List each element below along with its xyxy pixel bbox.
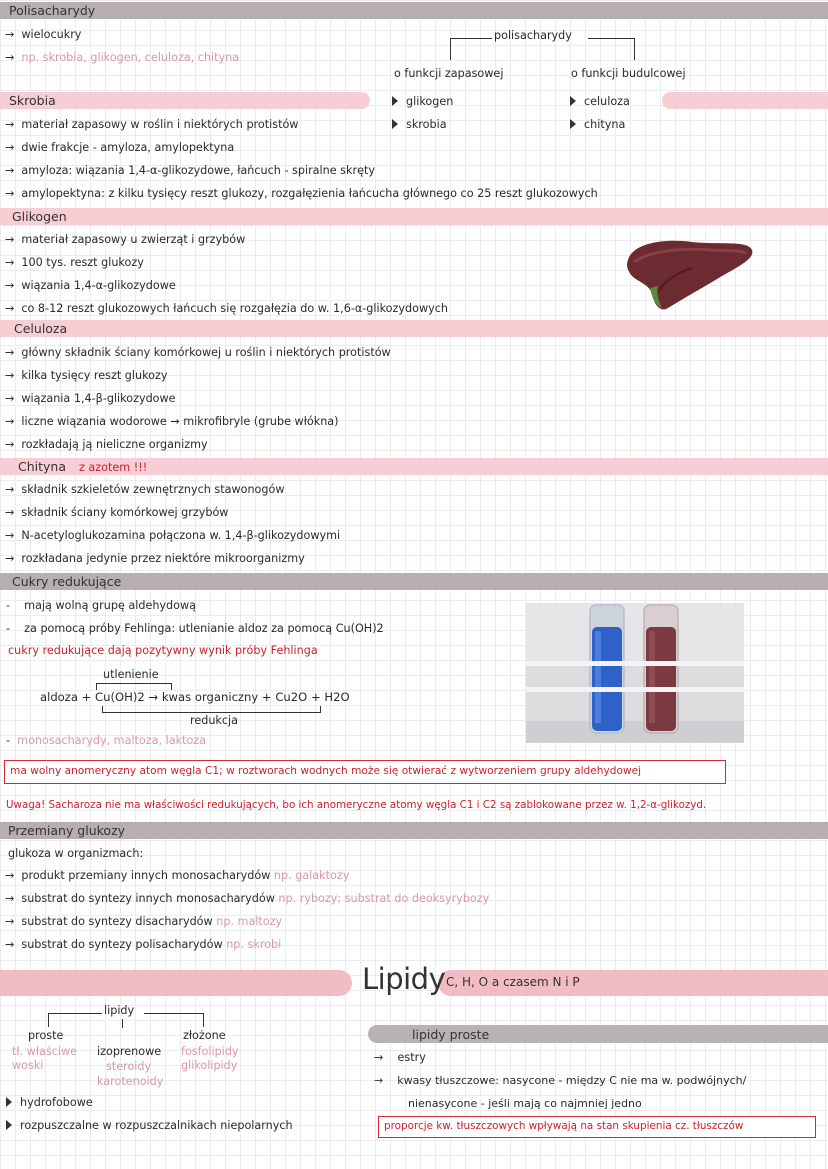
arrow-icon: →: [5, 392, 15, 405]
arrow-icon: →: [5, 892, 15, 905]
section-title-przemiany: Przemiany glukozy: [8, 823, 126, 838]
list-item: → liczne wiązania wodorowe → mikrofibryle (grube włókna): [5, 415, 339, 428]
tree-item: chityna: [570, 118, 625, 131]
tree-connector: [122, 1019, 123, 1028]
list-item: → kilka tysięcy reszt glukozy: [5, 369, 168, 382]
arrow-icon: →: [5, 164, 15, 177]
list-item: → składnik ściany komórkowej grzybów: [5, 506, 229, 519]
arrow-icon: →: [5, 415, 15, 428]
lipid-branch-item: fosfolipidy: [181, 1045, 239, 1058]
list-item: → wiązania 1,4-β-glikozydowe: [5, 392, 176, 405]
arrow-icon: →: [5, 506, 15, 519]
fehling-positive-note: cukry redukujące dają pozytywny wynik próby Fehlinga: [8, 644, 318, 657]
reaction-top-label: utlenienie: [103, 668, 159, 681]
lipid-branch-label: proste: [28, 1029, 64, 1042]
list-item: → materiał zapasowy u zwierząt i grzybów: [5, 233, 246, 246]
examples-line: - monosacharydy, maltoza, laktoza: [6, 734, 207, 747]
arrow-icon: →: [5, 118, 15, 131]
arrow-icon: →: [5, 28, 15, 41]
list-item: → wielocukry: [5, 28, 82, 41]
reaction-bottom-label: redukcja: [190, 714, 239, 727]
tree-right-label: o funkcji budulcowej: [571, 67, 686, 80]
dash-icon: -: [6, 734, 11, 747]
list-item: → substrat do syntezy innych monosacharydów np. rybozy; substrat do deoksyrybozy: [5, 892, 490, 905]
arrow-icon: →: [5, 51, 15, 64]
lipid-tree-root: lipidy: [104, 1004, 135, 1017]
list-item: → wiązania 1,4-α-glikozydowe: [5, 279, 176, 292]
arrow-icon: →: [374, 1051, 384, 1064]
lipid-property: rozpuszczalne w rozpuszczalnikach niepolarnych: [6, 1119, 293, 1132]
section-title-celuloza: Celuloza: [14, 321, 68, 336]
section-title-glikogen: Glikogen: [12, 209, 67, 224]
arrow-icon: →: [5, 938, 15, 951]
section-title-cukry: Cukry redukujące: [12, 574, 122, 589]
section-title-skrobia: Skrobia: [9, 93, 56, 108]
reaction-bracket: [320, 706, 321, 713]
tree-connector: [450, 38, 492, 39]
arrow-icon: →: [5, 869, 15, 882]
list-item: → kwasy tłuszczowe: nasycone - między C nie ma w. podwójnych/: [374, 1074, 747, 1087]
reaction-bracket: [96, 683, 172, 684]
list-item: → główny składnik ściany komórkowej u roślin i niektórych protistów: [5, 346, 391, 359]
fehling-test-photo: [526, 603, 744, 743]
triangle-bullet-icon: [570, 96, 576, 106]
section-band-polisacharydy: [0, 2, 828, 19]
section-band-glikogen: [0, 208, 828, 225]
tree-root: polisacharydy: [494, 29, 572, 42]
tree-item: celuloza: [570, 95, 630, 108]
dash-icon: -: [6, 622, 11, 635]
fatty-acid-proportion-note: proporcje kw. tłuszczowych wpływają na stan skupienia cz. tłuszczów: [384, 1120, 744, 1132]
reaction-bracket: [171, 683, 172, 690]
lipidy-proste-title: lipidy proste: [412, 1027, 490, 1042]
section-band-cukry: [0, 573, 828, 590]
liver-image: [622, 232, 756, 320]
section-title-polisacharydy: Polisacharydy: [9, 3, 96, 18]
lipid-branch-item: tł. właściwe: [12, 1045, 77, 1058]
list-item: → składnik szkieletów zewnętrznych stawonogów: [5, 483, 285, 496]
list-item: → rozkładana jedynie przez niektóre mikroorganizmy: [5, 552, 305, 565]
list-item-continuation: nienasycone - jeśli mają co najmniej jedno: [408, 1097, 642, 1110]
triangle-bullet-icon: [392, 119, 398, 129]
triangle-bullet-icon: [6, 1120, 12, 1130]
list-item: → 100 tys. reszt glukozy: [5, 256, 144, 269]
lipid-branch-item: karotenoidy: [97, 1075, 164, 1088]
tree-connector: [450, 38, 451, 60]
tree-item: glikogen: [392, 95, 453, 108]
arrow-icon: →: [5, 915, 15, 928]
sacharoza-warning: Uwaga! Sacharoza nie ma właściwości redukujących, bo ich anomeryczne atomy węgla C1 i C2 są zablokowane przez w. 1,2-α-glikozyd.: [6, 799, 707, 811]
tree-connector: [144, 1013, 204, 1014]
list-item: → substrat do syntezy disacharydów np. maltozy: [5, 915, 283, 928]
list-item: → materiał zapasowy w roślin i niektórych protistów: [5, 118, 299, 131]
przemiany-intro: glukoza w organizmach:: [8, 847, 144, 860]
arrow-icon: →: [5, 187, 15, 200]
lipid-branch-item: woski: [12, 1059, 44, 1072]
list-item: → amyloza: wiązania 1,4-α-glikozydowe, łańcuch - spiralne skręty: [5, 164, 375, 177]
tree-connector: [48, 1013, 49, 1027]
section-title-chityna: Chityna: [18, 459, 67, 474]
list-item: → np. skrobia, glikogen, celuloza, chityna: [5, 51, 240, 64]
list-item: → N-acetyloglukozamina połączona w. 1,4-β-glikozydowymi: [5, 529, 341, 542]
lipid-branch-item: glikolipidy: [181, 1059, 238, 1072]
arrow-icon: →: [5, 256, 15, 269]
list-item: - mają wolną grupę aldehydową: [6, 599, 196, 612]
arrow-icon: →: [5, 279, 15, 292]
list-item: → rozkładają ją nieliczne organizmy: [5, 438, 208, 451]
arrow-icon: →: [5, 483, 15, 496]
arrow-icon: →: [5, 233, 15, 246]
tree-left-label: o funkcji zapasowej: [394, 67, 504, 80]
section-band-lipidy-left: [0, 970, 352, 996]
lipid-branch-label: złożone: [183, 1029, 226, 1042]
section-band-celuloza: [0, 320, 828, 337]
tree-connector: [634, 38, 635, 60]
tree-connector: [203, 1013, 204, 1027]
section-title-lipidy: Lipidy: [362, 962, 446, 996]
list-item: - za pomocą próby Fehlinga: utlenianie aldoz za pomocą Cu(OH)2: [6, 622, 384, 635]
arrow-icon: →: [5, 438, 15, 451]
reaction-bracket: [102, 712, 320, 713]
section-band-skrobia-right: [662, 92, 828, 109]
triangle-bullet-icon: [570, 119, 576, 129]
chityna-note: z azotem !!!: [79, 461, 148, 474]
arrow-icon: →: [5, 529, 15, 542]
arrow-icon: →: [5, 346, 15, 359]
dash-icon: -: [6, 599, 11, 612]
triangle-bullet-icon: [392, 96, 398, 106]
list-item: → co 8-12 reszt glukozowych łańcuch się rozgałęzia do w. 1,6-α-glikozydowych: [5, 302, 448, 315]
lipid-branch-label: izoprenowe: [97, 1045, 162, 1058]
tree-connector: [48, 1013, 102, 1014]
arrow-icon: →: [5, 141, 15, 154]
list-item: → amylopektyna: z kilku tysięcy reszt glukozy, rozgałęzienia łańcucha głównego co 25 reszt glukozowych: [5, 187, 598, 200]
list-item: → estry: [374, 1051, 426, 1064]
list-item: → substrat do syntezy polisacharydów np. skrobi: [5, 938, 282, 951]
anomeric-carbon-note: ma wolny anomeryczny atom węgla C1; w roztworach wodnych może się otwierać z wytworzeniem grupy aldehydowej: [10, 765, 642, 777]
arrow-icon: →: [374, 1074, 384, 1087]
arrow-icon: →: [5, 369, 15, 382]
list-item: → dwie frakcje - amyloza, amylopektyna: [5, 141, 235, 154]
lipid-property: hydrofobowe: [6, 1096, 93, 1109]
reaction-equation: aldoza + Cu(OH)2 → kwas organiczny + Cu2O + H2O: [40, 690, 350, 704]
triangle-bullet-icon: [6, 1097, 12, 1107]
arrow-icon: →: [5, 552, 15, 565]
lipid-branch-item: steroidy: [106, 1060, 152, 1073]
lipidy-subtitle: C, H, O a czasem N i P: [446, 975, 580, 989]
tree-item: skrobia: [392, 118, 447, 131]
list-item: → produkt przemiany innych monosacharydów np. galaktozy: [5, 869, 350, 882]
arrow-icon: →: [5, 302, 15, 315]
tree-connector: [588, 38, 634, 39]
